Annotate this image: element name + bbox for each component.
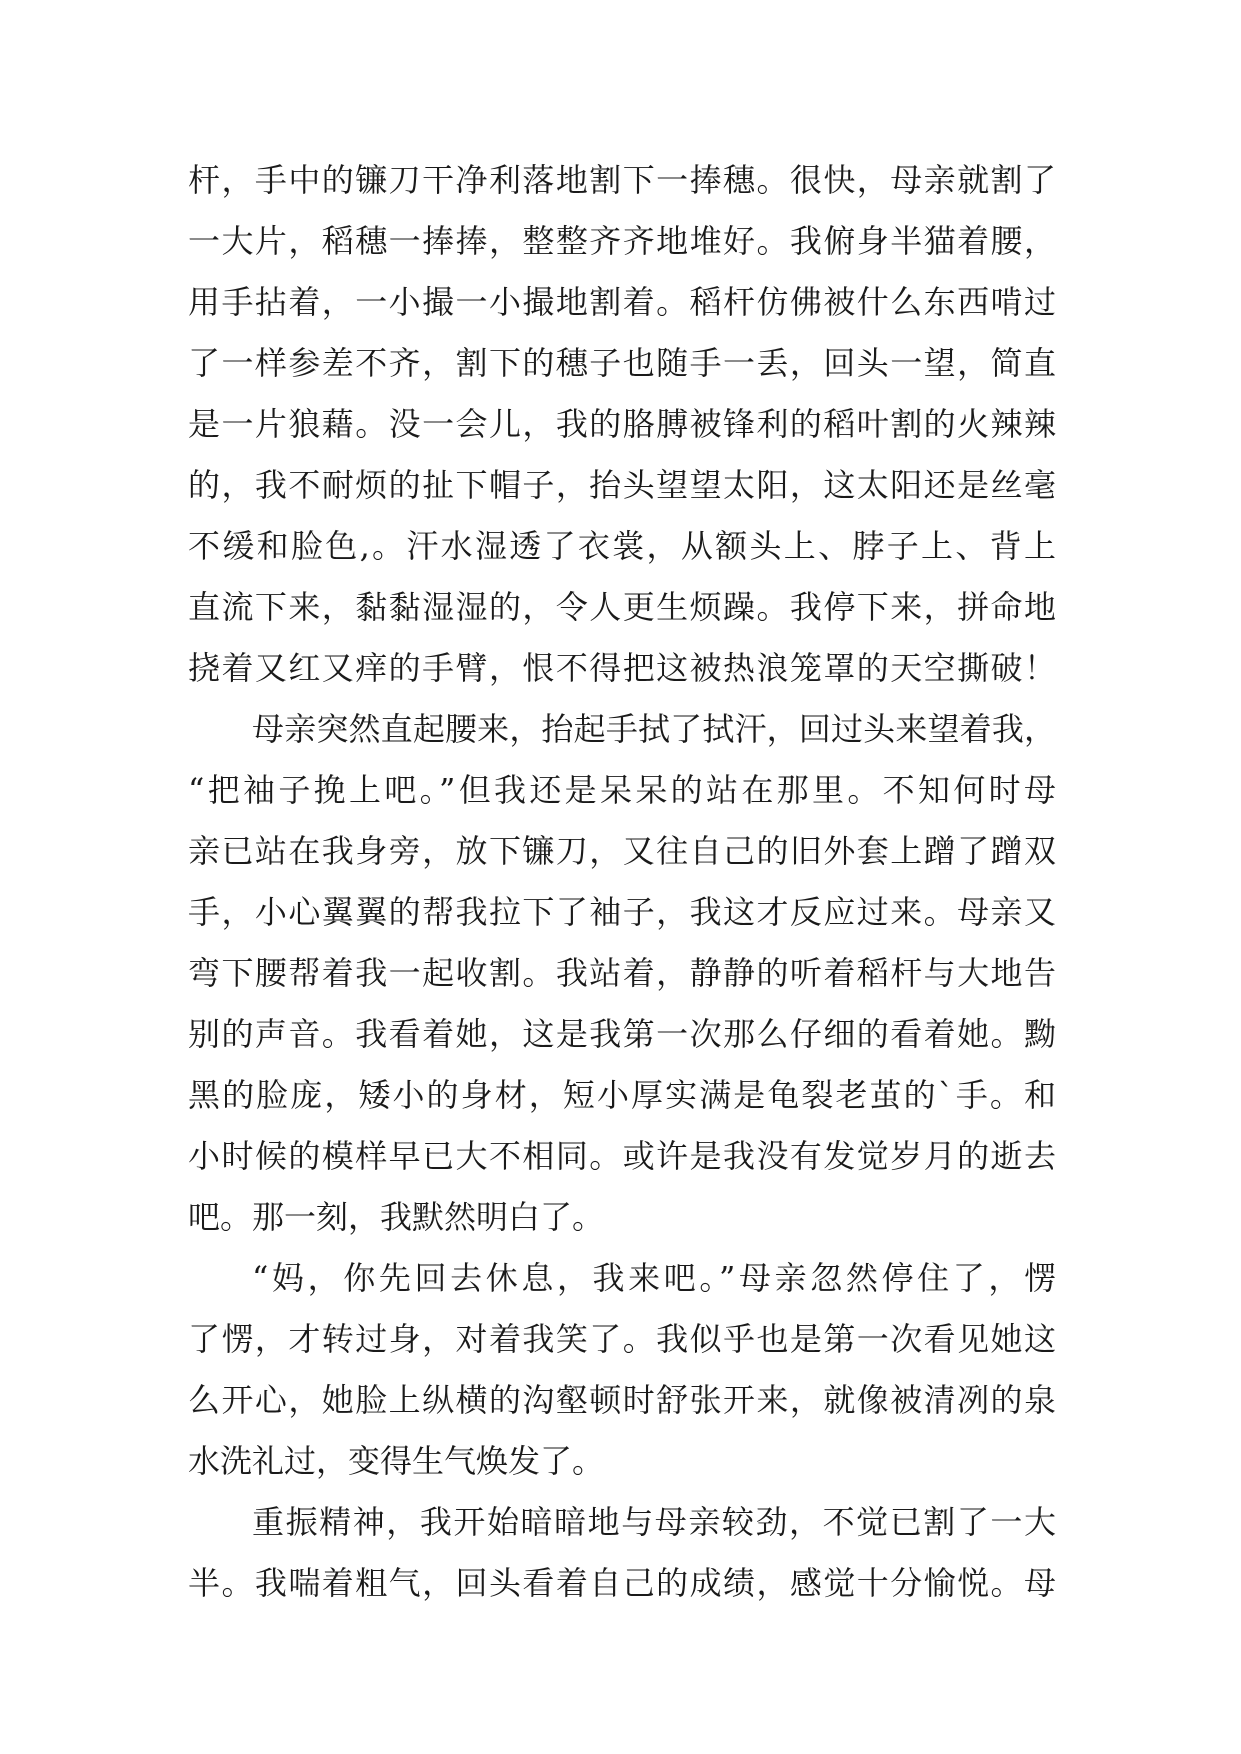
text-line: 弯下腰帮着我一起收割。我站着，静静的听着稻杆与大地告	[188, 954, 1056, 992]
text-line: 了一样参差不齐，割下的穗子也随手一丢，回头一望，简直	[188, 344, 1056, 382]
text-line: 一大片，稻穗一捧捧，整整齐齐地堆好。我俯身半猫着腰，	[188, 222, 1056, 260]
text-line: 小时候的模样早已大不相同。或许是我没有发觉岁月的逝去	[188, 1137, 1056, 1175]
text-line: 手，小心翼翼的帮我拉下了袖子，我这才反应过来。母亲又	[188, 893, 1056, 931]
paragraph-start-line: “妈，你先回去休息，我来吧。”母亲忽然停住了，愣	[252, 1259, 1056, 1297]
text-line: “把袖子挽上吧。”但我还是呆呆的站在那里。不知何时母	[188, 771, 1056, 809]
text-line: 不缓和脸色,。汗水湿透了衣裳，从额头上、脖子上、背上	[188, 527, 1056, 565]
text-line: 用手拈着，一小撮一小撮地割着。稻杆仿佛被什么东西啃过	[188, 283, 1056, 321]
paragraph-start-line: 母亲突然直起腰来，抬起手拭了拭汗，回过头来望着我，	[252, 710, 1056, 748]
text-line: 的，我不耐烦的扯下帽子，抬头望望太阳，这太阳还是丝毫	[188, 466, 1056, 504]
paragraph-start-line: 重振精神，我开始暗暗地与母亲较劲，不觉已割了一大	[252, 1503, 1056, 1541]
text-line: 亲已站在我身旁，放下镰刀，又往自己的旧外套上蹭了蹭双	[188, 832, 1056, 870]
text-line: 黑的脸庞，矮小的身材，短小厚实满是龟裂老茧的`手。和	[188, 1076, 1056, 1114]
essay-body	[188, 150, 1056, 1614]
text-line: 是一片狼藉。没一会儿，我的胳膊被锋利的稻叶割的火辣辣	[188, 405, 1056, 443]
text-line: 杆，手中的镰刀干净利落地割下一捧穗。很快，母亲就割了	[188, 161, 1056, 199]
text-line: 挠着又红又痒的手臂，恨不得把这被热浪笼罩的天空撕破！	[188, 649, 1056, 687]
text-line: 了愣，才转过身，对着我笑了。我似乎也是第一次看见她这	[188, 1320, 1056, 1358]
text-line: 直流下来，黏黏湿湿的，令人更生烦躁。我停下来，拼命地	[188, 588, 1056, 626]
paragraph-end-line: 水洗礼过，变得生气焕发了。	[188, 1442, 605, 1480]
paragraph-end-line: 吧。那一刻，我默然明白了。	[188, 1198, 605, 1236]
text-line: 半。我喘着粗气，回头看着自己的成绩，感觉十分愉悦。母	[188, 1564, 1056, 1602]
text-line: 么开心，她脸上纵横的沟壑顿时舒张开来，就像被清冽的泉	[188, 1381, 1056, 1419]
text-line: 别的声音。我看着她，这是我第一次那么仔细的看着她。黝	[188, 1015, 1056, 1053]
